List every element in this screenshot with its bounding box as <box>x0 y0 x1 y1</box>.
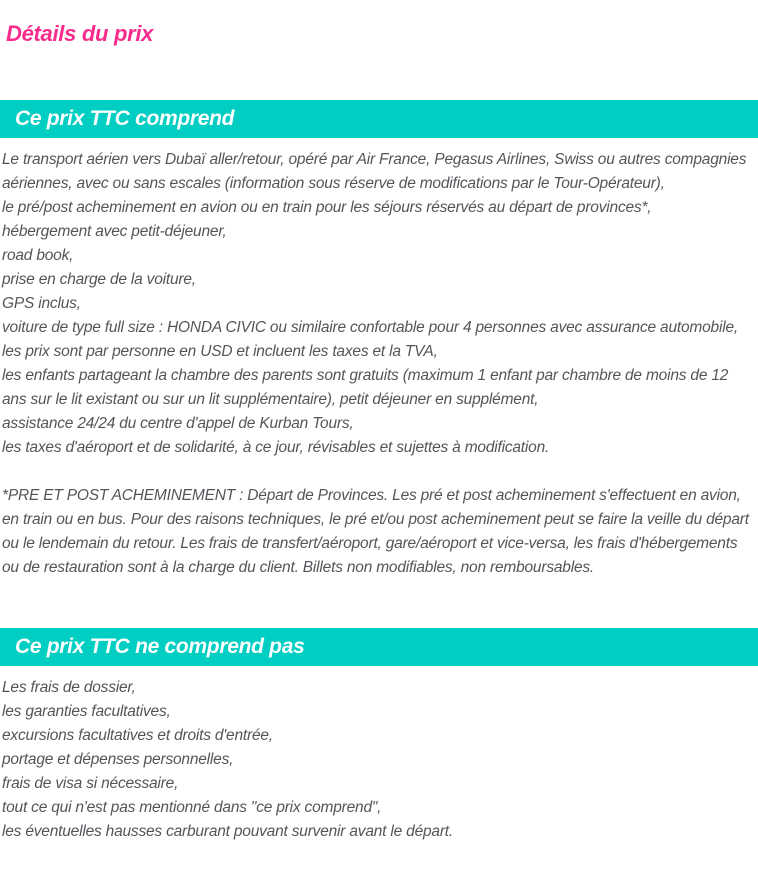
list-item: voiture de type full size : HONDA CIVIC ou similaire confortable pour 4 personnes avec assurance automobile, <box>2 319 738 336</box>
list-item: road book, <box>2 247 74 264</box>
list-item: Le transport aérien vers Dubaï aller/retour, opéré par Air France, Pegasus Airlines, Swiss ou autres compagnies aériennes, avec ou sans escales (information sous réserve de modifications par le Tour-Opérateur), <box>2 151 747 192</box>
list-item: GPS inclus, <box>2 295 81 312</box>
section-header-label: Ce prix TTC ne comprend pas <box>15 635 305 658</box>
list-item: tout ce qui n'est pas mentionné dans "ce prix comprend", <box>2 799 382 816</box>
list-item: les taxes d'aéroport et de solidarité, à ce jour, révisables et sujettes à modification. <box>2 439 550 456</box>
list-item: le pré/post acheminement en avion ou en train pour les séjours réservés au départ de provinces*, <box>2 199 652 216</box>
page-title: Détails du prix <box>6 21 154 46</box>
sections-container <box>0 100 758 844</box>
list-item: frais de visa si nécessaire, <box>2 775 179 792</box>
price-section <box>0 100 758 628</box>
section-body <box>0 666 758 844</box>
title-spacer <box>0 47 758 100</box>
section-header-label: Ce prix TTC comprend <box>15 107 235 130</box>
price-section <box>0 628 758 844</box>
section-body <box>0 138 758 628</box>
list-item: les garanties facultatives, <box>2 703 171 720</box>
footnote-paragraph: *PRE ET POST ACHEMINEMENT : Départ de Provinces. Les pré et post acheminement s'effectuent en avion, en train ou en bus. Pour des raisons techniques, le pré et/ou post acheminement peut se faire la veille du départ ou le lendemain du retour. Les frais de transfert/aéroport, gare/aéroport et vice-versa, les frais d'hébergements ou de restauration sont à la charge du client. Billets non modifiables, non remboursables. <box>2 487 749 576</box>
section-header-banner <box>0 628 758 666</box>
list-item: portage et dépenses personnelles, <box>2 751 234 768</box>
list-item: les prix sont par personne en USD et incluent les taxes et la TVA, <box>2 343 438 360</box>
list-item: les enfants partageant la chambre des parents sont gratuits (maximum 1 enfant par chambre de moins de 12 ans sur le lit existant ou sur un lit supplémentaire), petit déjeuner en supplément, <box>2 367 729 408</box>
list-item: hébergement avec petit-déjeuner, <box>2 223 227 240</box>
list-item: excursions facultatives et droits d'entrée, <box>2 727 273 744</box>
price-details-page <box>0 21 758 844</box>
list-item: les éventuelles hausses carburant pouvant survenir avant le départ. <box>2 823 454 840</box>
list-item: prise en charge de la voiture, <box>2 271 196 288</box>
list-item: Les frais de dossier, <box>2 679 136 696</box>
list-item: assistance 24/24 du centre d'appel de Kurban Tours, <box>2 415 354 432</box>
section-header-banner <box>0 100 758 138</box>
